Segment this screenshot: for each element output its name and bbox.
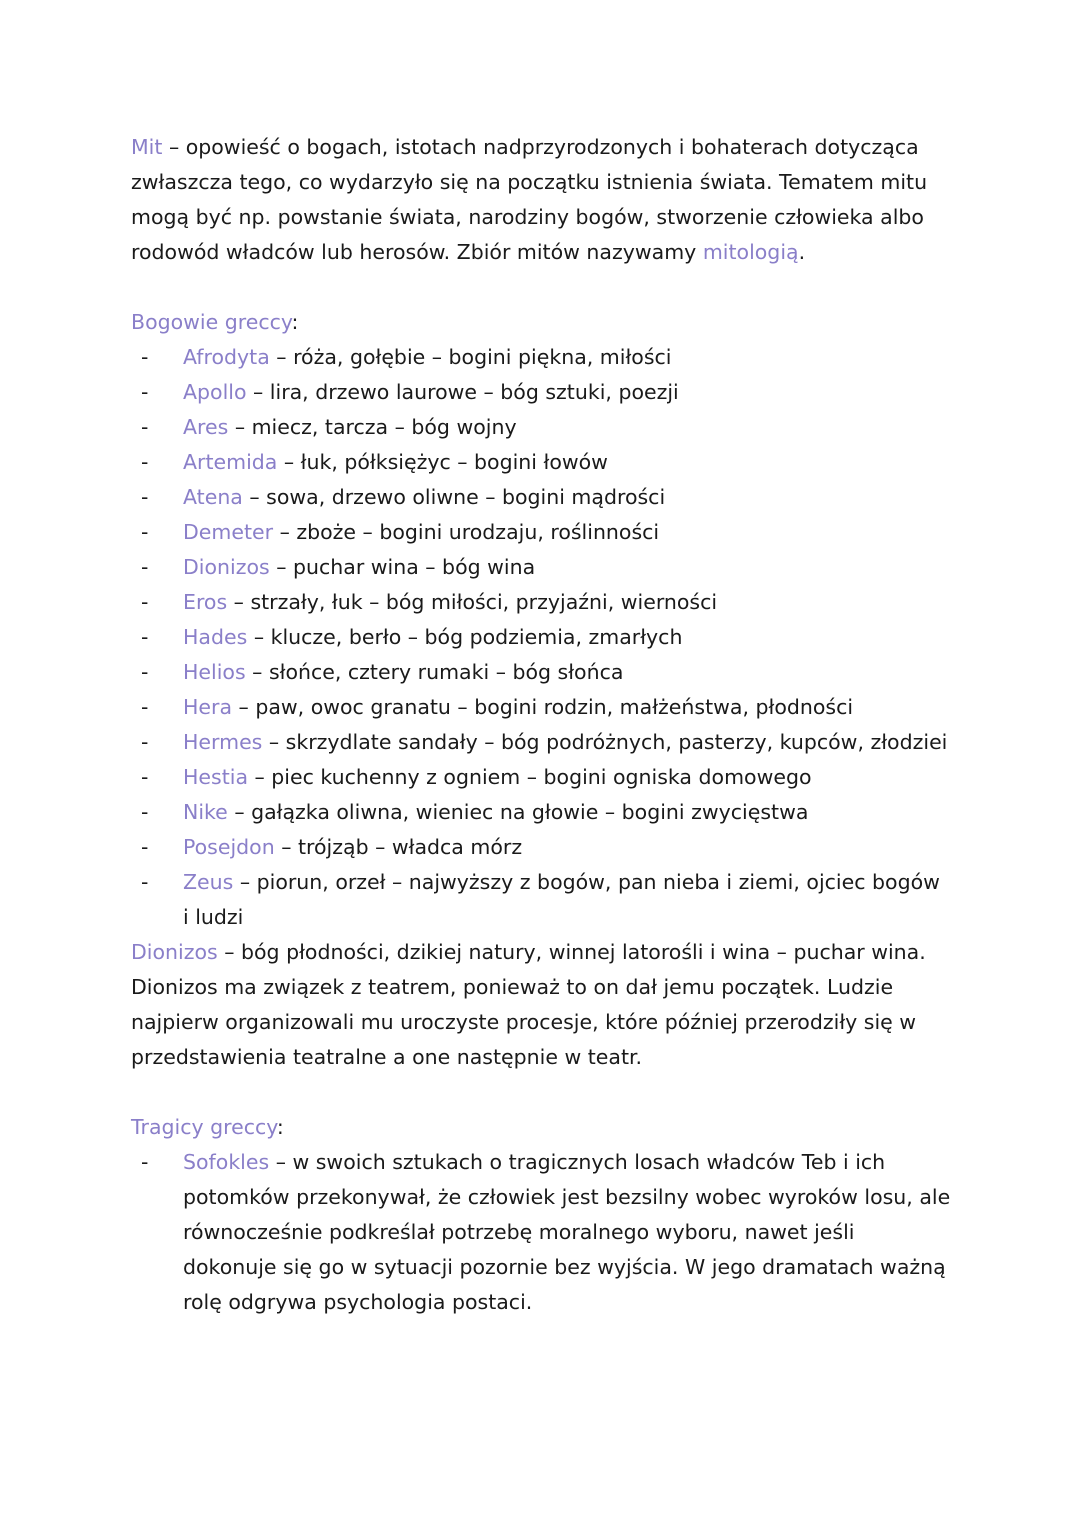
god-desc: – puchar wina – bóg wina: [269, 555, 536, 579]
list-item: [131, 585, 951, 620]
god-name: Nike: [183, 800, 228, 824]
dionizos-paragraph: [131, 935, 951, 1075]
term-mitologia: mitologią: [702, 240, 799, 264]
list-item: [131, 515, 951, 550]
list-item: [131, 795, 951, 830]
list-item: [131, 865, 951, 935]
list-item: [131, 620, 951, 655]
god-desc: – gałązka oliwna, wieniec na głowie – bogini zwycięstwa: [227, 800, 809, 824]
list-item: [131, 375, 951, 410]
tragedians-list: [131, 1145, 951, 1320]
gods-heading-colon: :: [291, 310, 299, 334]
god-name: Helios: [183, 660, 246, 684]
god-desc: – miecz, tarcza – bóg wojny: [228, 415, 517, 439]
god-name: Afrodyta: [183, 345, 270, 369]
gods-heading-text: Bogowie greccy: [131, 310, 292, 334]
god-desc: – piec kuchenny z ogniem – bogini ogniska domowego: [248, 765, 812, 789]
god-desc: – łuk, półksiężyc – bogini łowów: [277, 450, 608, 474]
list-item: [131, 760, 951, 795]
god-desc: – róża, gołębie – bogini piękna, miłości: [269, 345, 672, 369]
document-page: [131, 130, 951, 1320]
god-name: Dionizos: [183, 555, 270, 579]
dionizos-text: – bóg płodności, dzikiej natury, winnej latorośli i wina – puchar wina. Dionizos ma związek z teatrem, ponieważ to on dał jemu początek. Ludzie najpierw organizowali mu uroczyste procesje, które później przerodziły się w przedstawienia teatralne a one następnie w teatr.: [131, 940, 926, 1069]
god-desc: – sowa, drzewo oliwne – bogini mądrości: [242, 485, 666, 509]
god-desc: – zboże – bogini urodzaju, roślinności: [273, 520, 660, 544]
myth-definition-text: – opowieść o bogach, istotach nadprzyrodzonych i bohaterach dotycząca zwłaszcza tego, co wydarzyło się na początku istnienia świata. Tematem mitu mogą być np. powstanie świata, narodziny bogów, stworzenie człowieka albo rodowód władców lub herosów. Zbiór mitów nazywamy: [131, 135, 928, 264]
list-item: [131, 655, 951, 690]
myth-definition-end: .: [798, 240, 806, 264]
god-name: Artemida: [183, 450, 278, 474]
list-item: [131, 340, 951, 375]
god-desc: – klucze, berło – bóg podziemia, zmarłych: [247, 625, 683, 649]
tragedian-desc: – w swoich sztukach o tragicznych losach władców Teb i ich potomków przekonywał, że człowiek jest bezsilny wobec wyroków losu, ale równocześnie podkreślał potrzebę moralnego wyboru, nawet jeśli dokonuje się go w sytuacji pozornie bez wyjścia. W jego dramatach ważną rolę odgrywa psychologia postaci.: [183, 1150, 951, 1314]
god-desc: – słońce, cztery rumaki – bóg słońca: [245, 660, 624, 684]
god-name: Posejdon: [183, 835, 275, 859]
god-desc: – piorun, orzeł – najwyższy z bogów, pan nieba i ziemi, ojciec bogów i ludzi: [183, 870, 940, 929]
god-name: Eros: [183, 590, 228, 614]
term-mit: Mit: [131, 135, 163, 159]
god-desc: – trójząb – władca mórz: [274, 835, 523, 859]
god-name: Atena: [183, 485, 243, 509]
tragedians-heading: [131, 1110, 951, 1145]
list-item: [131, 830, 951, 865]
god-name: Apollo: [183, 380, 247, 404]
god-desc: – paw, owoc granatu – bogini rodzin, małżeństwa, płodności: [232, 695, 854, 719]
list-item: [131, 550, 951, 585]
god-name: Ares: [183, 415, 229, 439]
list-item: [131, 445, 951, 480]
god-name: Hestia: [183, 765, 249, 789]
gods-heading: [131, 305, 951, 340]
list-item: [131, 725, 951, 760]
myth-definition: [131, 130, 951, 270]
god-desc: – lira, drzewo laurowe – bóg sztuki, poezji: [246, 380, 679, 404]
list-item: [131, 690, 951, 725]
tragedians-heading-colon: :: [276, 1115, 284, 1139]
list-item: [131, 1145, 951, 1320]
god-name: Hera: [183, 695, 233, 719]
term-dionizos: Dionizos: [131, 940, 218, 964]
god-desc: – skrzydlate sandały – bóg podróżnych, pasterzy, kupców, złodziei: [262, 730, 948, 754]
god-name: Zeus: [183, 870, 234, 894]
tragedians-heading-text: Tragicy greccy: [131, 1115, 277, 1139]
gods-list: [131, 340, 951, 935]
god-name: Demeter: [183, 520, 274, 544]
list-item: [131, 480, 951, 515]
god-name: Hades: [183, 625, 248, 649]
tragedian-name: Sofokles: [183, 1150, 270, 1174]
god-desc: – strzały, łuk – bóg miłości, przyjaźni, wierności: [227, 590, 718, 614]
list-item: [131, 410, 951, 445]
god-name: Hermes: [183, 730, 263, 754]
